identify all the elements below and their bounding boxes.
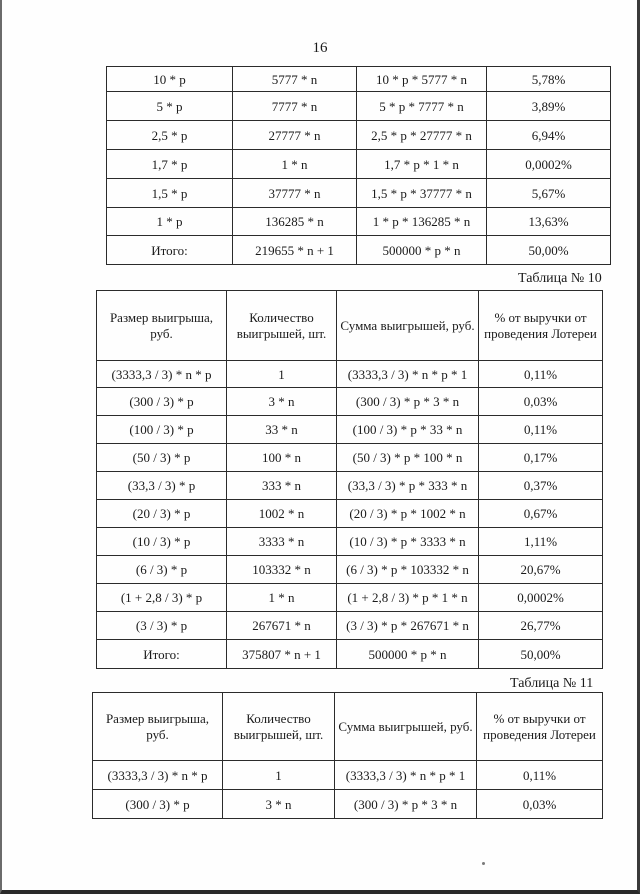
- total-sum-cell: 500000 * p * n: [337, 640, 479, 669]
- revenue-percent-cell: 0,67%: [479, 500, 603, 528]
- table-row: [93, 761, 603, 790]
- prize-size-cell: (100 / 3) * p: [97, 416, 227, 444]
- table-9-body: [107, 67, 611, 265]
- revenue-percent-cell: 0,11%: [479, 416, 603, 444]
- table-row: [107, 150, 611, 179]
- table-row: [97, 444, 603, 472]
- total-row: [107, 236, 611, 265]
- prize-size-cell: (3333,3 / 3) * n * p: [97, 361, 227, 388]
- table-row: [97, 500, 603, 528]
- table-row: [97, 361, 603, 388]
- prize-size-cell: (300 / 3) * p: [93, 790, 223, 819]
- prize-size-cell: 2,5 * p: [107, 121, 233, 150]
- prize-sum-cell: (33,3 / 3) * p * 333 * n: [337, 472, 479, 500]
- prize-sum-cell: (10 / 3) * p * 3333 * n: [337, 528, 479, 556]
- total-count-cell: 375807 * n + 1: [227, 640, 337, 669]
- prize-count-cell: 1 * n: [233, 150, 357, 179]
- table-row: [107, 67, 611, 92]
- prize-count-cell: 333 * n: [227, 472, 337, 500]
- table-row: [97, 472, 603, 500]
- prize-sum-cell: (3 / 3) * p * 267671 * n: [337, 612, 479, 640]
- header-prize-count: Количество выигрышей, шт.: [227, 291, 337, 361]
- total-count-cell: 219655 * n + 1: [233, 236, 357, 265]
- revenue-percent-cell: 26,77%: [479, 612, 603, 640]
- table-row: [107, 121, 611, 150]
- total-sum-cell: 500000 * p * n: [357, 236, 487, 265]
- prize-size-cell: 1 * p: [107, 208, 233, 236]
- page-number: 16: [312, 40, 328, 56]
- revenue-percent-cell: 0,37%: [479, 472, 603, 500]
- table-11: [92, 692, 603, 819]
- prize-sum-cell: 5 * p * 7777 * n: [357, 92, 487, 121]
- table-10-header: [97, 291, 603, 361]
- prize-size-cell: (3 / 3) * p: [97, 612, 227, 640]
- revenue-percent-cell: 5,67%: [487, 179, 611, 208]
- revenue-percent-cell: 1,11%: [479, 528, 603, 556]
- prize-sum-cell: (100 / 3) * p * 33 * n: [337, 416, 479, 444]
- header-prize-size: Размер выигрыша, руб.: [93, 693, 223, 761]
- table-11-header: [93, 693, 603, 761]
- header-revenue-percent: % от выручки от проведения Лотереи: [477, 693, 603, 761]
- prize-sum-cell: (6 / 3) * p * 103332 * n: [337, 556, 479, 584]
- table-9-continuation: [106, 66, 611, 265]
- prize-sum-cell: 10 * p * 5777 * n: [357, 67, 487, 92]
- prize-size-cell: (33,3 / 3) * p: [97, 472, 227, 500]
- revenue-percent-cell: 13,63%: [487, 208, 611, 236]
- revenue-percent-cell: 0,0002%: [487, 150, 611, 179]
- prize-sum-cell: (3333,3 / 3) * n * p * 1: [335, 761, 477, 790]
- total-percent-cell: 50,00%: [487, 236, 611, 265]
- prize-count-cell: 103332 * n: [227, 556, 337, 584]
- prize-sum-cell: (1 + 2,8 / 3) * p * 1 * n: [337, 584, 479, 612]
- table-11-body: [93, 761, 603, 819]
- table-10: [96, 290, 603, 669]
- prize-size-cell: (50 / 3) * p: [97, 444, 227, 472]
- prize-count-cell: 1 * n: [227, 584, 337, 612]
- revenue-percent-cell: 3,89%: [487, 92, 611, 121]
- prize-count-cell: 3 * n: [227, 388, 337, 416]
- total-label-cell: Итого:: [97, 640, 227, 669]
- table-row: [107, 92, 611, 121]
- prize-sum-cell: 1 * p * 136285 * n: [357, 208, 487, 236]
- header-revenue-percent: % от выручки от проведения Лотереи: [479, 291, 603, 361]
- prize-size-cell: 1,7 * p: [107, 150, 233, 179]
- prize-sum-cell: (300 / 3) * p * 3 * n: [335, 790, 477, 819]
- revenue-percent-cell: 20,67%: [479, 556, 603, 584]
- table-row: [107, 208, 611, 236]
- prize-sum-cell: (300 / 3) * p * 3 * n: [337, 388, 479, 416]
- table-row: [107, 179, 611, 208]
- prize-count-cell: 100 * n: [227, 444, 337, 472]
- header-prize-size: Размер выигрыша, руб.: [97, 291, 227, 361]
- prize-count-cell: 1002 * n: [227, 500, 337, 528]
- revenue-percent-cell: 0,03%: [479, 388, 603, 416]
- prize-count-cell: 267671 * n: [227, 612, 337, 640]
- prize-sum-cell: (50 / 3) * p * 100 * n: [337, 444, 479, 472]
- prize-size-cell: 5 * p: [107, 92, 233, 121]
- table-row: [97, 584, 603, 612]
- prize-sum-cell: 1,7 * p * 1 * n: [357, 150, 487, 179]
- prize-size-cell: (300 / 3) * p: [97, 388, 227, 416]
- prize-count-cell: 33 * n: [227, 416, 337, 444]
- prize-size-cell: (20 / 3) * p: [97, 500, 227, 528]
- prize-size-cell: 10 * p: [107, 67, 233, 92]
- revenue-percent-cell: 6,94%: [487, 121, 611, 150]
- prize-count-cell: 27777 * n: [233, 121, 357, 150]
- table-10-body: [97, 361, 603, 669]
- prize-sum-cell: (20 / 3) * p * 1002 * n: [337, 500, 479, 528]
- table-row: [97, 416, 603, 444]
- prize-size-cell: (6 / 3) * p: [97, 556, 227, 584]
- prize-count-cell: 3 * n: [223, 790, 335, 819]
- table-11-caption: Таблица № 11: [510, 676, 594, 691]
- scan-speck: [482, 862, 485, 865]
- table-row: [97, 612, 603, 640]
- prize-sum-cell: (3333,3 / 3) * n * p * 1: [337, 361, 479, 388]
- prize-size-cell: (10 / 3) * p: [97, 528, 227, 556]
- prize-sum-cell: 1,5 * p * 37777 * n: [357, 179, 487, 208]
- total-label-cell: Итого:: [107, 236, 233, 265]
- revenue-percent-cell: 0,11%: [479, 361, 603, 388]
- prize-count-cell: 7777 * n: [233, 92, 357, 121]
- prize-count-cell: 3333 * n: [227, 528, 337, 556]
- total-percent-cell: 50,00%: [479, 640, 603, 669]
- total-row: [97, 640, 603, 669]
- prize-count-cell: 1: [223, 761, 335, 790]
- prize-sum-cell: 2,5 * p * 27777 * n: [357, 121, 487, 150]
- header-row: [93, 693, 603, 761]
- prize-size-cell: 1,5 * p: [107, 179, 233, 208]
- revenue-percent-cell: 0,17%: [479, 444, 603, 472]
- prize-size-cell: (3333,3 / 3) * n * p: [93, 761, 223, 790]
- table-10-caption: Таблица № 10: [518, 271, 602, 286]
- prize-count-cell: 136285 * n: [233, 208, 357, 236]
- table-row: [93, 790, 603, 819]
- header-prize-count: Количество выигрышей, шт.: [223, 693, 335, 761]
- revenue-percent-cell: 0,03%: [477, 790, 603, 819]
- table-row: [97, 528, 603, 556]
- header-prize-sum: Сумма выигрышей, руб.: [335, 693, 477, 761]
- header-row: [97, 291, 603, 361]
- revenue-percent-cell: 5,78%: [487, 67, 611, 92]
- revenue-percent-cell: 0,11%: [477, 761, 603, 790]
- prize-size-cell: (1 + 2,8 / 3) * p: [97, 584, 227, 612]
- revenue-percent-cell: 0,0002%: [479, 584, 603, 612]
- prize-count-cell: 5777 * n: [233, 67, 357, 92]
- prize-count-cell: 37777 * n: [233, 179, 357, 208]
- header-prize-sum: Сумма выигрышей, руб.: [337, 291, 479, 361]
- table-row: [97, 388, 603, 416]
- table-row: [97, 556, 603, 584]
- prize-count-cell: 1: [227, 361, 337, 388]
